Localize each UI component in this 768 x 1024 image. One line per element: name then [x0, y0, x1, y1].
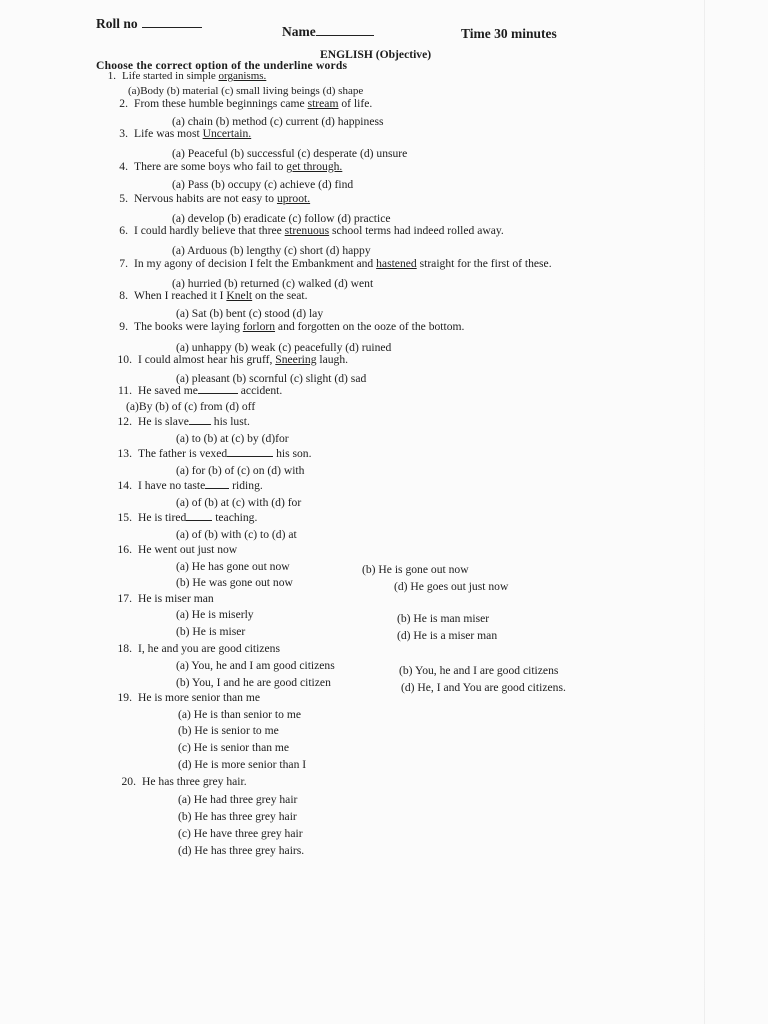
question-15	[112, 511, 257, 525]
question-text: There are some boys who fail to	[134, 160, 287, 173]
question-7	[108, 257, 552, 271]
question-number: 4.	[119, 160, 128, 173]
question-16-option-b: (b) He is gone out now	[362, 563, 469, 576]
question-text: He saved me	[138, 384, 198, 397]
question-text: I could hardly believe that three	[134, 224, 285, 237]
paper-fold	[704, 0, 705, 1024]
roll-no-field	[96, 16, 202, 32]
question-18-option-a: (a) You, he and I am good citizens	[176, 659, 335, 672]
question-8-options: (a) Sat (b) bent (c) stood (d) lay	[176, 307, 324, 320]
question-16-option-d: (d) He goes out just now	[394, 580, 509, 593]
underlined-word: strenuous	[284, 224, 330, 237]
underlined-word: uproot.	[276, 192, 311, 205]
question-number: 19.	[117, 691, 132, 704]
question-16-option-a: (a) He has gone out now	[176, 560, 290, 573]
question-13-options: (a) for (b) of (c) on (d) with	[176, 464, 305, 477]
question-15-options: (a) of (b) with (c) to (d) at	[176, 528, 297, 541]
question-number: 12.	[117, 415, 132, 428]
roll-no-blank	[142, 18, 202, 28]
question-number: 13.	[117, 447, 132, 460]
question-14-options: (a) of (b) at (c) with (d) for	[176, 496, 302, 509]
question-text: He has three grey hair.	[142, 775, 247, 788]
exam-title: ENGLISH (Objective)	[320, 48, 432, 61]
question-number: 10.	[117, 353, 132, 366]
question-10-options: (a) pleasant (b) scornful (c) slight (d) sad	[176, 372, 367, 385]
question-number: 5.	[119, 192, 128, 205]
question-text-end: riding.	[229, 479, 263, 492]
question-text-end: of life.	[338, 97, 373, 110]
question-text-end: his son.	[273, 447, 312, 460]
question-5	[108, 192, 310, 206]
question-4-options: (a) Pass (b) occupy (c) achieve (d) find	[172, 178, 354, 191]
question-17-option-d: (d) He is a miser man	[397, 629, 498, 642]
question-number: 16.	[117, 543, 132, 556]
question-2	[108, 97, 372, 111]
question-17-option-a: (a) He is miserly	[176, 608, 254, 621]
question-13	[112, 447, 312, 461]
question-4	[108, 160, 342, 174]
name-blank	[316, 26, 374, 36]
question-18-option-d: (d) He, I and You are good citizens.	[401, 681, 566, 694]
question-19-option-c: (c) He is senior than me	[178, 741, 290, 754]
question-9-options: (a) unhappy (b) weak (c) peacefully (d) ruined	[176, 341, 392, 354]
question-number: 1.	[107, 70, 116, 82]
question-1	[96, 69, 266, 83]
question-number: 3.	[119, 127, 128, 140]
question-11-options: (a)By (b) of (c) from (d) off	[126, 400, 256, 413]
underlined-word: hastened	[376, 257, 417, 270]
question-6	[108, 224, 504, 238]
answer-blank	[189, 415, 211, 425]
question-3	[108, 127, 251, 141]
question-number: 7.	[119, 257, 128, 270]
question-2-options: (a) chain (b) method (c) current (d) happiness	[172, 115, 384, 128]
question-19-option-a: (a) He is than senior to me	[178, 708, 301, 721]
name-field	[282, 24, 374, 40]
roll-no-label: Roll no	[96, 16, 138, 31]
question-number: 8.	[119, 289, 128, 302]
underlined-word: stream	[307, 97, 339, 110]
question-text: Nervous habits are not easy to	[134, 192, 277, 205]
question-text: He is slave	[138, 415, 189, 428]
question-text-end: laugh.	[316, 353, 349, 366]
question-20-option-a: (a) He had three grey hair	[178, 793, 298, 806]
question-12-options: (a) to (b) at (c) by (d)for	[176, 432, 289, 445]
question-17-option-b: (b) He is man miser	[397, 612, 490, 625]
question-8	[108, 289, 308, 303]
answer-blank	[186, 511, 212, 521]
question-19-option-b: (b) He is senior to me	[178, 724, 279, 737]
question-18-option-b: (b) You, he and I are good citizens	[399, 664, 559, 677]
question-9	[108, 320, 464, 334]
question-text-end: on the seat.	[252, 289, 308, 302]
underlined-word: Uncertain.	[202, 127, 252, 140]
question-text: The books were laying	[134, 320, 243, 333]
question-text: He is tired	[138, 511, 187, 524]
question-20-option-b: (b) He has three grey hair	[178, 810, 297, 823]
underlined-word: Sneering	[275, 353, 317, 366]
answer-blank	[198, 384, 238, 394]
question-20-option-d: (d) He has three grey hairs.	[178, 844, 305, 857]
name-label: Name	[282, 24, 316, 39]
question-number: 14.	[117, 479, 132, 492]
time-label: Time 30 minutes	[461, 26, 557, 41]
question-text-end: and forgotten on the ooze of the bottom.	[275, 320, 465, 333]
question-17-option-c: (b) He is miser	[176, 625, 246, 638]
question-18	[112, 642, 280, 656]
question-text-end: school terms had indeed rolled away.	[329, 224, 504, 237]
question-17	[112, 592, 214, 606]
question-12	[112, 415, 250, 429]
question-text-end: teaching.	[212, 511, 258, 524]
question-7-options: (a) hurried (b) returned (c) walked (d) went	[172, 277, 374, 290]
question-number: 2.	[119, 97, 128, 110]
question-16-option-c: (b) He was gone out now	[176, 576, 293, 589]
question-text-end: his lust.	[210, 415, 250, 428]
answer-blank	[227, 447, 273, 457]
underlined-word: organisms.	[218, 70, 267, 82]
question-text: He is more senior than me	[138, 691, 261, 704]
question-number: 17.	[117, 592, 132, 605]
question-text: I, he and you are good citizens	[138, 642, 280, 655]
question-text: In my agony of decision I felt the Embankment and	[134, 257, 377, 270]
question-text-end: accident.	[237, 384, 283, 397]
question-6-options: (a) Arduous (b) lengthy (c) short (d) happy	[172, 244, 371, 257]
question-text: He is miser man	[138, 592, 214, 605]
question-18-option-c: (b) You, I and he are good citizen	[176, 676, 331, 689]
question-10	[112, 353, 348, 367]
question-11	[112, 384, 282, 398]
instruction: Choose the correct option of the underline words	[96, 59, 348, 72]
question-text: He went out just now	[138, 543, 238, 556]
question-number: 18.	[117, 642, 132, 655]
question-3-options: (a) Peaceful (b) successful (c) desperate (d) unsure	[172, 147, 408, 160]
answer-blank	[205, 479, 229, 489]
question-text: The father is vexed	[138, 447, 228, 460]
underlined-word: forlorn	[242, 320, 276, 333]
question-text: When I reached it I	[134, 289, 227, 302]
question-number: 9.	[119, 320, 128, 333]
question-19-option-d: (d) He is more senior than I	[178, 758, 307, 771]
question-number: 20.	[121, 775, 136, 788]
question-number: 6.	[119, 224, 128, 237]
question-16	[112, 543, 237, 557]
question-20	[116, 775, 247, 789]
underlined-word: Knelt	[226, 289, 253, 302]
question-19	[112, 691, 260, 705]
question-number: 11.	[117, 384, 132, 397]
question-text: From these humble beginnings came	[134, 97, 308, 110]
underlined-word: get through.	[286, 160, 343, 173]
question-5-options: (a) develop (b) eradicate (c) follow (d) practice	[172, 212, 391, 225]
question-1-options: (a)Body (b) material (c) small living beings (d) shape	[128, 85, 364, 97]
question-text: Life was most	[134, 127, 203, 140]
question-text-end: straight for the first of these.	[416, 257, 552, 270]
question-20-option-c: (c) He have three grey hair	[178, 827, 303, 840]
question-text: I could almost hear his gruff,	[138, 353, 276, 366]
question-number: 15.	[117, 511, 132, 524]
question-14	[112, 479, 263, 493]
question-text: Life started in simple	[122, 70, 219, 82]
question-text: I have no taste	[138, 479, 206, 492]
